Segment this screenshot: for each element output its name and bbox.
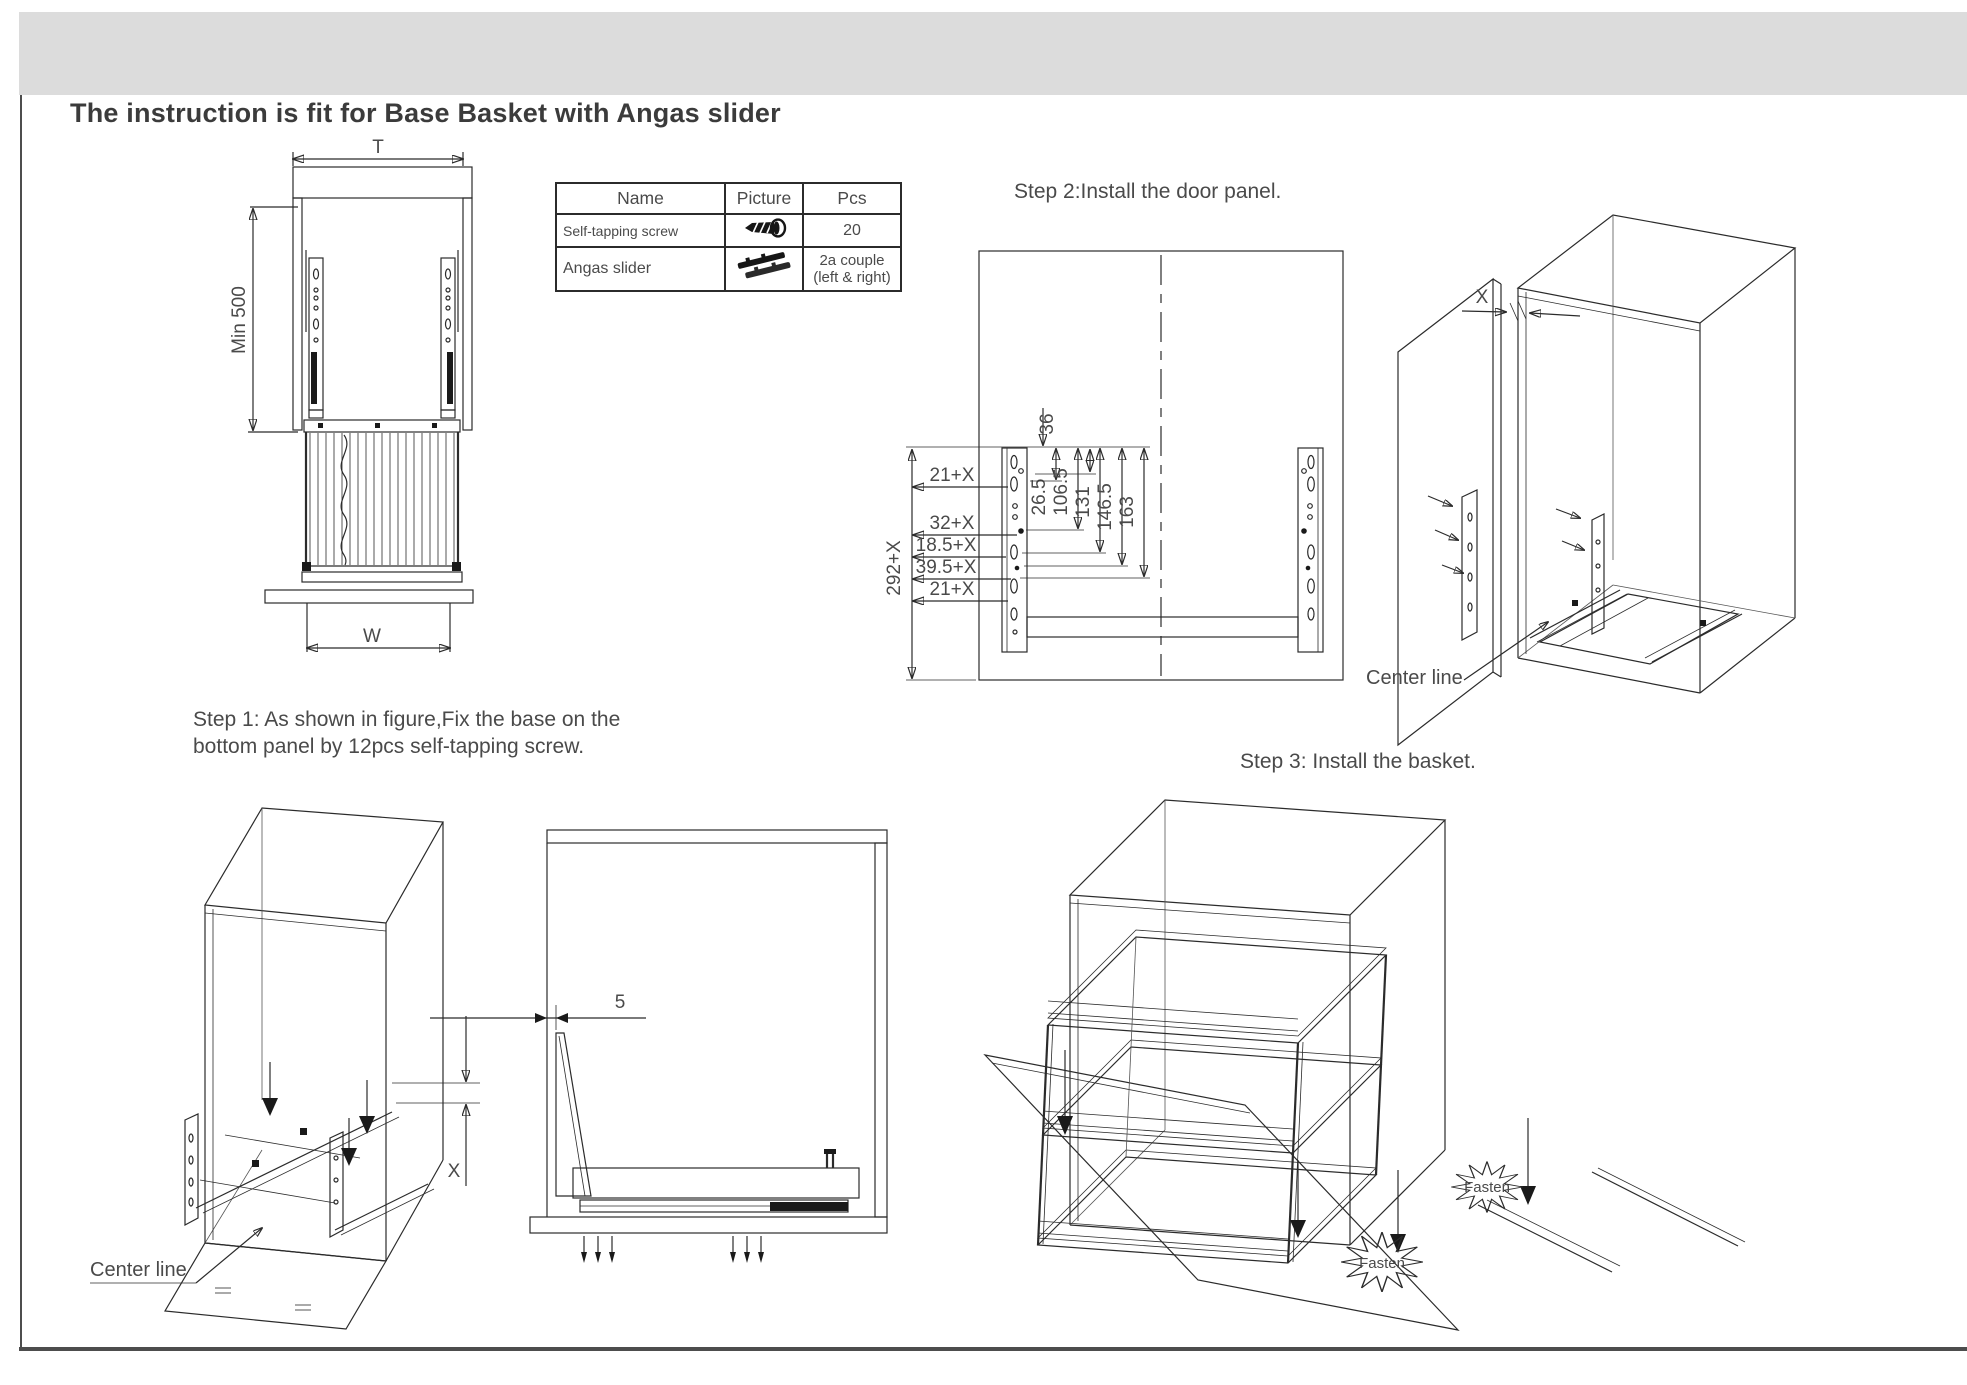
side-view-diagram <box>430 830 887 1263</box>
upright-rail-right-3d <box>1592 514 1604 634</box>
dim-label-x-step2: X <box>1475 287 1489 308</box>
parts-table-row-slider <box>556 247 901 291</box>
door-panel-view <box>884 251 1343 680</box>
parts-table-row-screw <box>556 214 901 247</box>
dim-label-26-5: 26.5 <box>1029 478 1050 516</box>
fasten-label-1: Fasten <box>1464 1179 1510 1196</box>
part-pcs-slider <box>803 247 901 291</box>
upright-rail-left-step1 <box>185 1114 198 1225</box>
dim-label-21x-bottom: 21+X <box>929 579 975 600</box>
fastening-screw-arrows <box>1428 496 1584 573</box>
parts-table-header-name: Name <box>556 183 725 214</box>
page-title: The instruction is fit for Base Basket with Angas slider <box>70 98 781 128</box>
step1-instruction-line1: Step 1: As shown in figure,Fix the base on the <box>193 708 621 731</box>
dim-label-131: 131 <box>1073 486 1094 518</box>
slide-rail-right-front <box>441 250 458 418</box>
dim-label-39-5x: 39.5+X <box>915 557 977 578</box>
part-pcs-slider-line1: 2a couple <box>819 252 885 269</box>
center-line-label-step2: Center line <box>1366 667 1463 689</box>
part-pcs-slider-line2: (left & right) <box>813 269 891 286</box>
dim-label-w: W <box>363 626 381 647</box>
part-picture-screw <box>725 214 803 247</box>
dim-label-106-5: 106.5 <box>1051 468 1072 516</box>
slide-rail-left-front <box>306 250 323 418</box>
dim-label-x-step1: X <box>447 1161 461 1182</box>
basket-front <box>302 420 462 582</box>
extended-slider-rails <box>1478 1168 1745 1272</box>
dim-label-min500: Min 500 <box>229 286 250 354</box>
front-view-diagram <box>229 137 473 652</box>
step3-3d-diagram <box>985 800 1745 1330</box>
dim-label-t: T <box>372 137 384 158</box>
part-pcs-screw: 20 <box>803 214 901 247</box>
wire-basket <box>1038 930 1386 1263</box>
parts-table <box>555 182 902 292</box>
dim-label-163: 163 <box>1117 496 1138 528</box>
base-assembly-side <box>573 1149 859 1212</box>
step2-heading: Step 2:Install the door panel. <box>1014 180 1282 203</box>
step2-3d-diagram <box>1366 215 1795 745</box>
dim-label-18-5x: 18.5+X <box>915 535 977 556</box>
parts-table-header-picture: Picture <box>725 183 803 214</box>
base-sliders-step1 <box>196 1112 434 1235</box>
mount-rail-right <box>1298 448 1323 652</box>
step1-instruction <box>193 706 620 760</box>
parts-table-header-pcs: Pcs <box>803 183 901 214</box>
dim-label-146-5: 146.5 <box>1095 483 1116 531</box>
door-panel-step3 <box>985 1055 1458 1330</box>
screw-icon <box>740 218 788 238</box>
center-line-label-step1: Center line <box>90 1259 187 1281</box>
dim-label-36: 36 <box>1037 413 1058 435</box>
dim-label-5: 5 <box>614 992 626 1013</box>
upright-rail-left-3d <box>1462 490 1477 640</box>
part-picture-slider <box>725 247 803 291</box>
dim-label-292x: 292+X <box>884 540 905 596</box>
step1-3d-diagram <box>90 808 480 1329</box>
part-name-screw: Self-tapping screw <box>556 214 725 247</box>
self-tapping-screws-side <box>581 1236 764 1263</box>
dim-label-21x-top: 21+X <box>929 465 975 486</box>
fasten-badge-1 <box>1451 1162 1522 1213</box>
press-down-arrows-step1 <box>262 1062 375 1166</box>
fasten-label-2: Fasten <box>1359 1255 1405 1272</box>
bottom-panel-front <box>265 590 473 603</box>
bottom-stretcher <box>1027 617 1298 637</box>
part-name-slider: Angas slider <box>556 247 725 291</box>
step1-instruction-line2: bottom panel by 12pcs self-tapping screw. <box>193 735 585 758</box>
mount-rail-left <box>1002 448 1027 652</box>
bottom-panel-3d <box>165 1243 386 1329</box>
slider-icon <box>734 252 794 282</box>
base-slider-assembly-3d <box>1530 590 1742 664</box>
step3-heading: Step 3: Install the basket. <box>1240 750 1476 773</box>
dim-label-32x: 32+X <box>929 513 975 534</box>
